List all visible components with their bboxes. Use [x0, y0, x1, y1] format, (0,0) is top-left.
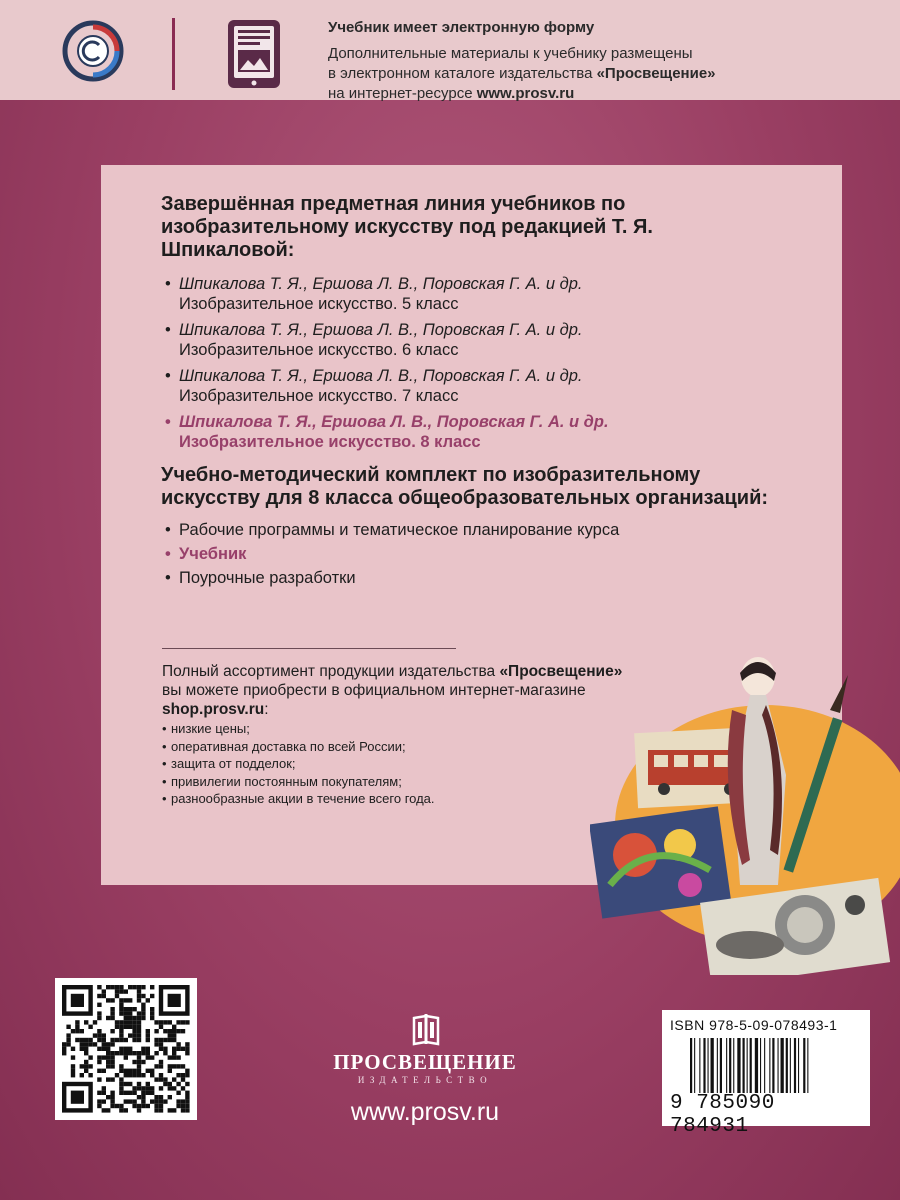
shop-line-2: вы можете приобрести в официальном интернет-магазине: [162, 682, 586, 699]
series-heading: Завершённая предметная линия учебников по изобразительному искусству под редакцией Т. Я. Шпикаловой:: [161, 193, 653, 261]
book-item-current: [161, 412, 781, 452]
notice-line-1: Дополнительные материалы к учебнику размещены: [328, 45, 693, 62]
book-authors: • Шпикалова Т. Я., Ершова Л. В., Поровская Г. А. и др.: [179, 275, 583, 293]
kit-item: • Рабочие программы и тематическое планирование курса: [161, 520, 781, 540]
book-list: [161, 274, 781, 452]
electronic-form-notice: [328, 18, 888, 104]
qr-code[interactable]: [55, 978, 197, 1120]
publisher-name: ПРОСВЕЩЕНИЕ: [333, 1050, 517, 1074]
book-title: Изобразительное искусство. 5 класс: [179, 295, 459, 313]
barcode-digits: 9 785090 784931: [670, 1092, 775, 1138]
publisher-subtitle: ИЗДАТЕЛЬСТВО: [357, 1075, 493, 1085]
tablet-ebook-icon: [226, 18, 282, 90]
book-authors: • Шпикалова Т. Я., Ершова Л. В., Поровская Г. А. и др.: [179, 413, 609, 431]
notice-title: Учебник имеет электронную форму: [328, 19, 595, 36]
shop-link[interactable]: shop.prosv.ru: [162, 701, 265, 718]
perks-list: [162, 720, 435, 808]
notice-line-3: на интернет-ресурсе www.prosv.ru: [328, 85, 575, 102]
top-divider: [172, 18, 175, 90]
perk-item: • привилегии постоянным покупателям;: [162, 773, 435, 791]
perk-item: • разнообразные акции в течение всего года.: [162, 790, 435, 808]
book-title: Изобразительное искусство. 8 класс: [179, 433, 481, 451]
qr-code-pattern: [55, 978, 197, 1120]
book-title: Изобразительное искусство. 7 класс: [179, 387, 459, 405]
website-link[interactable]: www.prosv.ru: [350, 1098, 500, 1126]
perk-item: • оперативная доставка по всей России;: [162, 738, 435, 756]
copyright-circle-logo: [62, 20, 124, 82]
kit-item: • Поурочные разработки: [161, 568, 781, 588]
art-collage-illustration: [590, 655, 900, 975]
shop-line-3: shop.prosv.ru:: [162, 701, 269, 718]
kit-item-current: • Учебник: [161, 544, 781, 564]
kit-heading: Учебно-методический комплект по изобразительному искусству для 8 класса общеобразовательных организаций:: [161, 464, 769, 509]
kit-list: [161, 520, 781, 588]
book-item: [161, 366, 781, 406]
book-title: Изобразительное искусство. 6 класс: [179, 341, 459, 359]
barcode: [690, 1038, 864, 1093]
book-authors: • Шпикалова Т. Я., Ершова Л. В., Поровская Г. А. и др.: [179, 321, 583, 339]
book-authors: • Шпикалова Т. Я., Ершова Л. В., Поровская Г. А. и др.: [179, 367, 583, 385]
shop-line-1: Полный ассортимент продукции издательства «Просвещение»: [162, 663, 623, 680]
book-item: [161, 274, 781, 314]
divider-rule: [162, 648, 456, 649]
perk-item: • низкие цены;: [162, 720, 435, 738]
perk-item: • защита от подделок;: [162, 755, 435, 773]
book-item: [161, 320, 781, 360]
publisher-logo: [410, 1012, 442, 1046]
prosv-link[interactable]: www.prosv.ru: [476, 85, 575, 102]
isbn-label: ISBN 978-5-09-078493-1: [670, 1017, 838, 1033]
notice-line-2: в электронном каталоге издательства «Просвещение»: [328, 65, 716, 82]
